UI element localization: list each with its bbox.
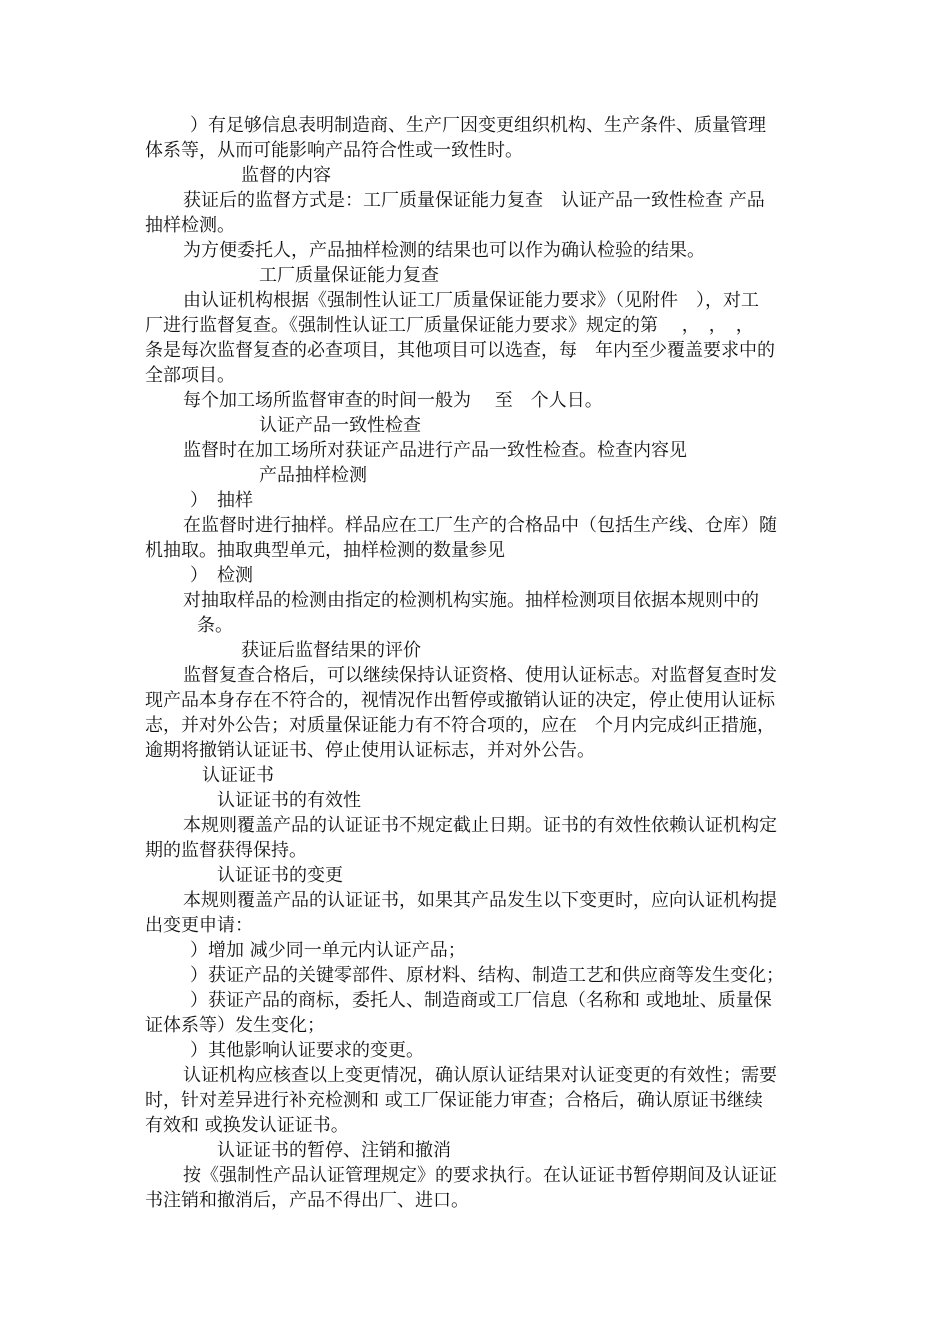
text-line: 对抽取样品的检测由指定的检测机构实施。抽样检测项目依据本规则中的 — [183, 590, 759, 611]
text-line: 由认证机构根据《强制性认证工厂质量保证能力要求》（见附件 ），对工 — [183, 290, 759, 311]
text-line: 体系等，从而可能影响产品符合性或一致性时。 — [145, 140, 523, 161]
text-line: 现产品本身存在不符合的，视情况作出暂停或撤销认证的决定，停止使用认证标 — [145, 690, 775, 711]
text-line: 每个加工场所监督审查的时间一般为 至 个人日。 — [183, 390, 603, 411]
text-line: 机抽取。抽取典型单元，抽样检测的数量参见 — [145, 540, 505, 561]
list-item: ）增加 减少同一单元内认证产品； — [190, 940, 466, 961]
text-line: 条是每次监督复查的必查项目，其他项目可以选查，每 年内至少覆盖要求中的 — [145, 340, 775, 361]
text-line: 获证后的监督方式是：工厂质量保证能力复查 认证产品一致性检查 产品 — [183, 190, 765, 211]
text-line: 为方便委托人，产品抽样检测的结果也可以作为确认检验的结果。 — [183, 240, 705, 261]
subsection-heading: ） 检测 — [190, 565, 253, 586]
text-line: 厂进行监督复查。《强制性认证工厂质量保证能力要求》规定的第 ， ， ， — [145, 315, 754, 336]
section-heading: 认证证书的变更 — [217, 865, 343, 886]
text-line: 期的监督获得保持。 — [145, 840, 307, 861]
section-heading: 监督的内容 — [241, 165, 331, 186]
text-line: 条。 — [197, 615, 233, 636]
text-line: 证体系等）发生变化； — [145, 1015, 325, 1036]
text-line: ）有足够信息表明制造商、生产厂因变更组织机构、生产条件、质量管理 — [190, 115, 766, 136]
text-line: 抽样检测。 — [145, 215, 235, 236]
section-heading: 工厂质量保证能力复查 — [259, 265, 439, 286]
text-line: 在监督时进行抽样。样品应在工厂生产的合格品中（包括生产线、仓库）随 — [183, 515, 777, 536]
list-item: ）获证产品的关键零部件、原材料、结构、制造工艺和供应商等发生变化； — [190, 965, 784, 986]
section-heading: 认证产品一致性检查 — [259, 415, 421, 436]
text-line: 出变更申请： — [145, 915, 253, 936]
text-line: 志，并对外公告；对质量保证能力有不符合项的，应在 个月内完成纠正措施， — [145, 715, 775, 736]
text-line: 本规则覆盖产品的认证证书不规定截止日期。证书的有效性依赖认证机构定 — [183, 815, 777, 836]
chapter-heading: 认证证书 — [202, 765, 274, 786]
section-heading: 产品抽样检测 — [259, 465, 367, 486]
text-line: 监督复查合格后，可以继续保持认证资格、使用认证标志。对监督复查时发 — [183, 665, 777, 686]
text-line: 时，针对差异进行补充检测和 或工厂保证能力审查；合格后，确认原证书继续 — [145, 1090, 763, 1111]
subsection-heading: ） 抽样 — [190, 490, 253, 511]
list-item: ）其他影响认证要求的变更。 — [190, 1040, 424, 1061]
text-line: 监督时在加工场所对获证产品进行产品一致性检查。检查内容见 — [183, 440, 687, 461]
section-heading: 获证后监督结果的评价 — [241, 640, 421, 661]
text-line: 有效和 或换发认证证书。 — [145, 1115, 349, 1136]
text-line: 本规则覆盖产品的认证证书，如果其产品发生以下变更时，应向认证机构提 — [183, 890, 777, 911]
section-heading: 认证证书的暂停、注销和撤消 — [217, 1140, 451, 1161]
text-line: 逾期将撤销认证证书、停止使用认证标志，并对外公告。 — [145, 740, 595, 761]
text-line: 认证机构应核查以上变更情况，确认原认证结果对认证变更的有效性；需要 — [183, 1065, 777, 1086]
text-line: 全部项目。 — [145, 365, 235, 386]
text-line: 书注销和撤消后，产品不得出厂、进口。 — [145, 1190, 469, 1211]
text-line: 按《强制性产品认证管理规定》的要求执行。在认证证书暂停期间及认证证 — [183, 1165, 777, 1186]
list-item: ）获证产品的商标，委托人、制造商或工厂信息（名称和 或地址、质量保 — [190, 990, 772, 1011]
section-heading: 认证证书的有效性 — [217, 790, 361, 811]
